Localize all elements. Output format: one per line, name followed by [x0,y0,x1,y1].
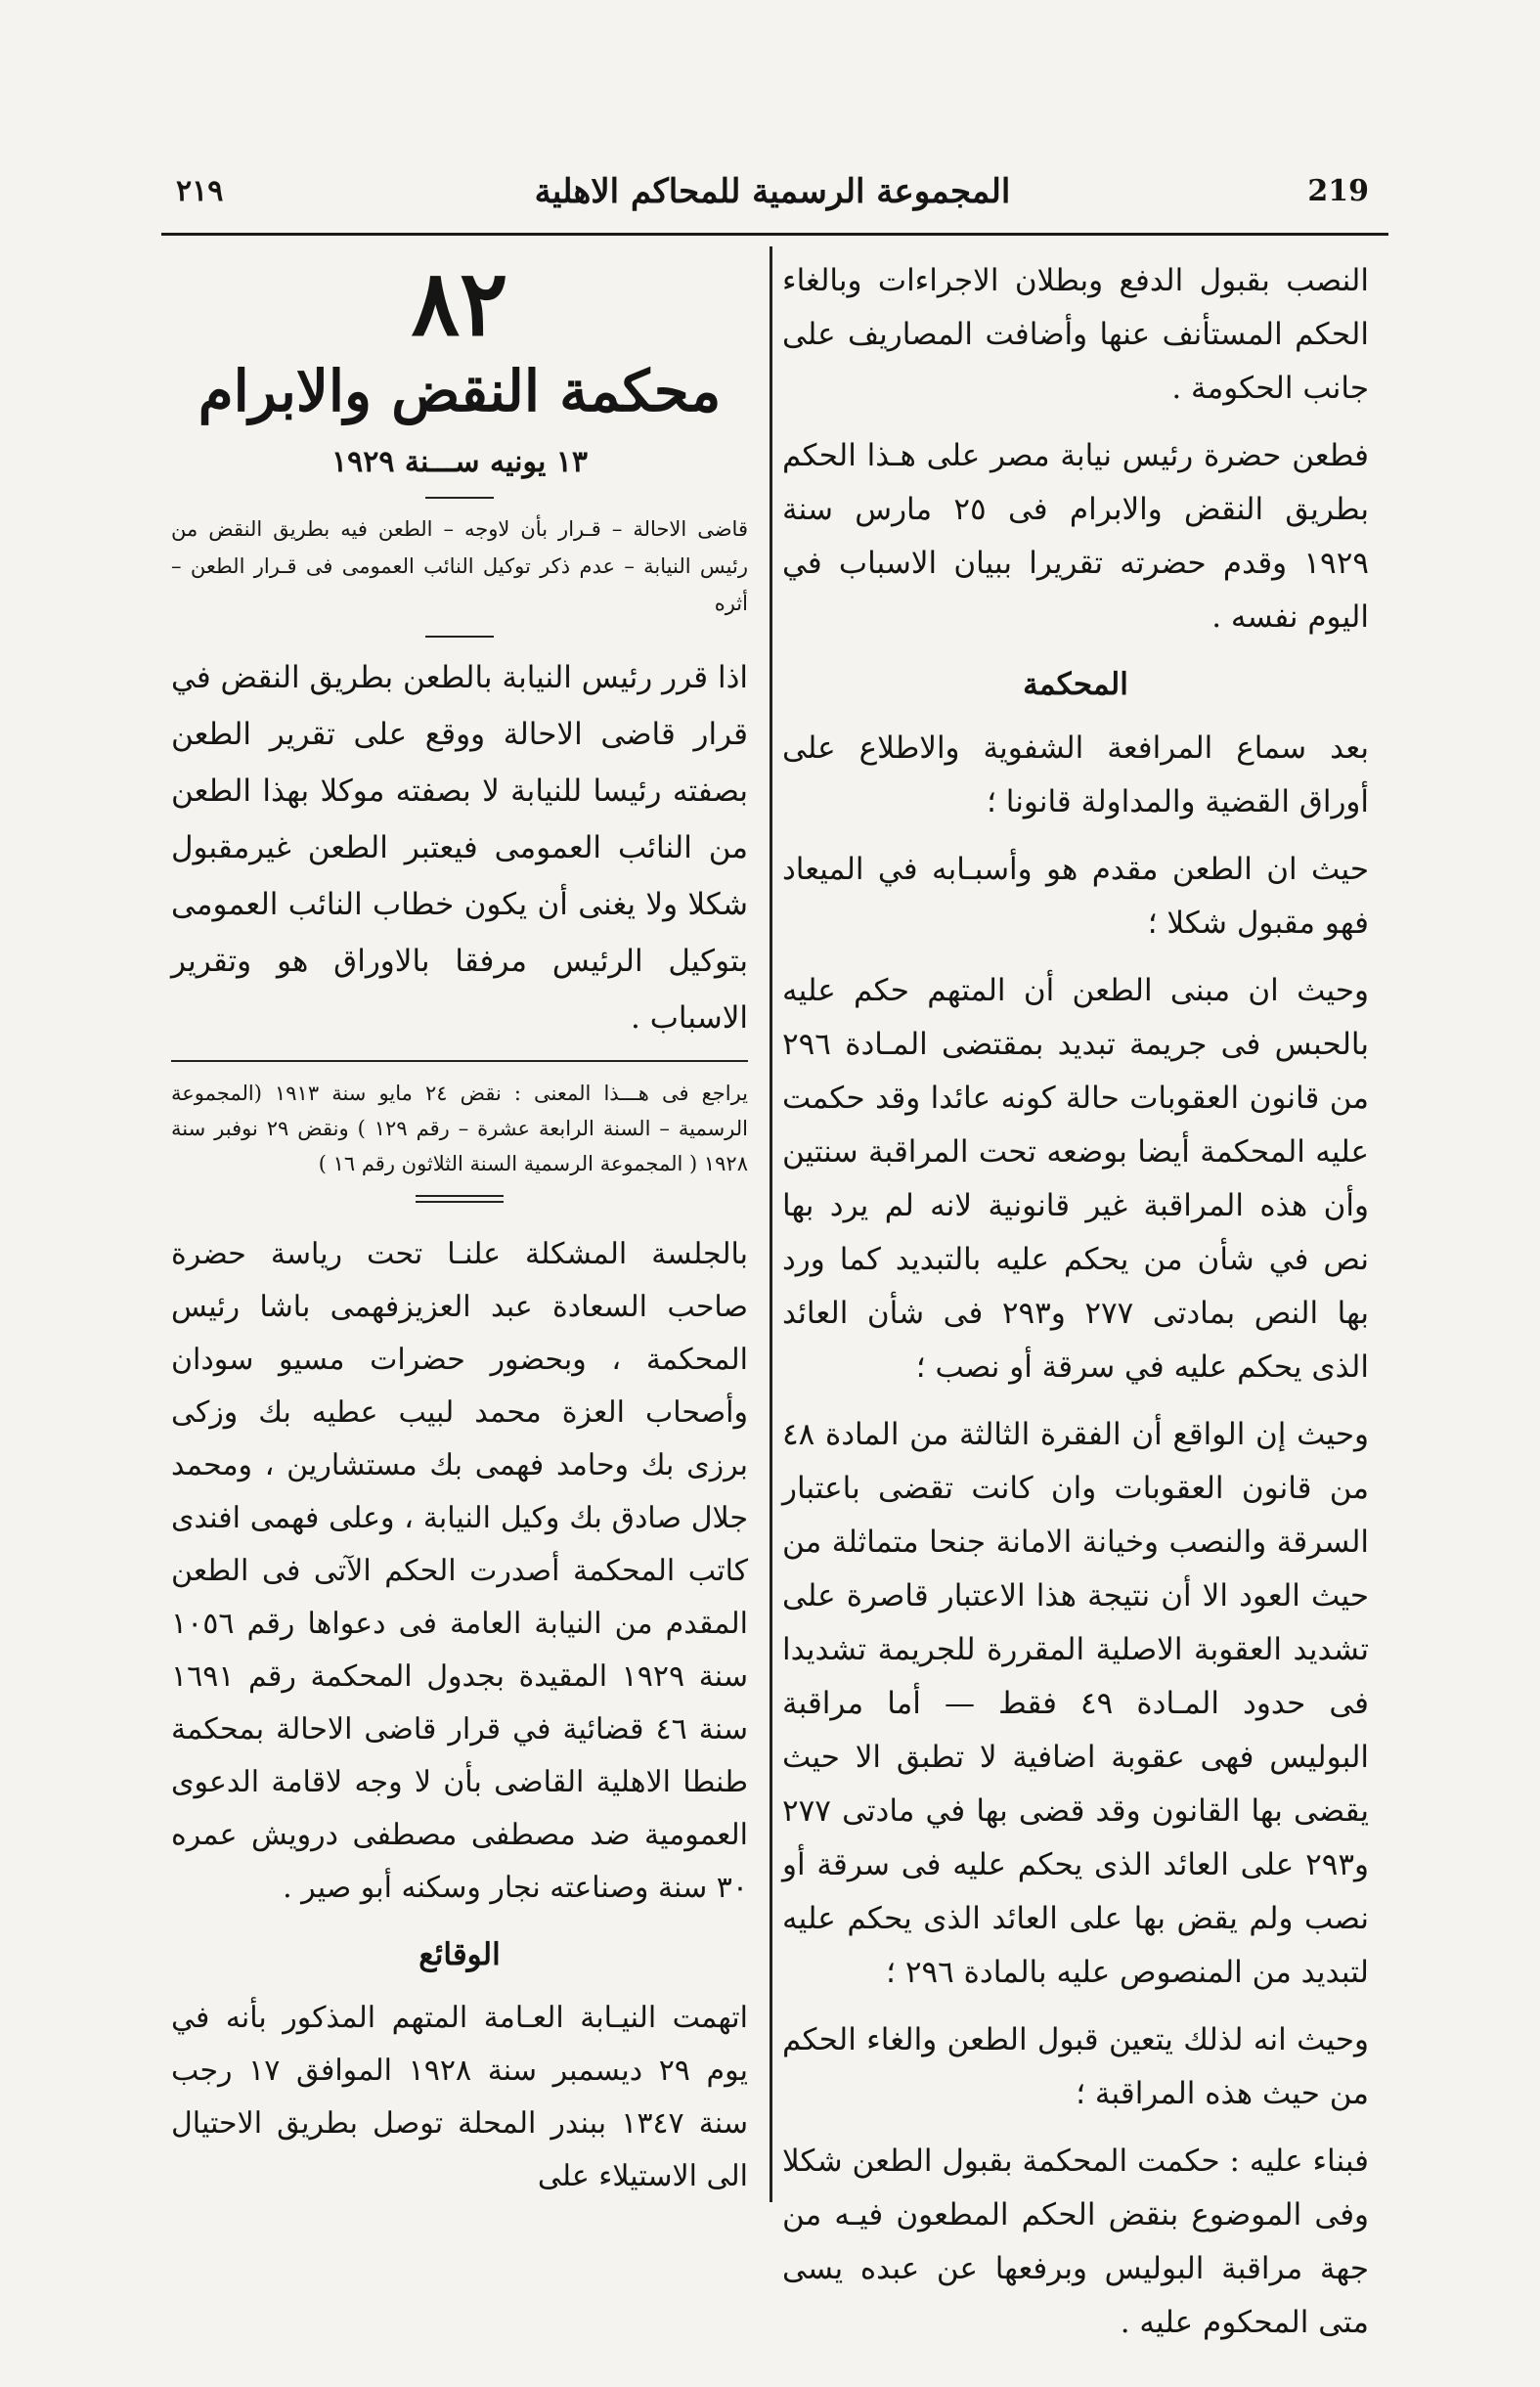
short-rule [425,497,494,499]
double-rule [416,1195,504,1203]
session-paragraph: بالجلسة المشكلة علنـا تحت رياسة حضرة صاحب السعادة عبد العزيزفهمى باشا رئيس المحكمة ، وبحضور حضرات مسيو سودان وأصحاب العزة محمد لبيب عطيه بك وزكى برزى بك وحامد فهمى بك مستشارين ، ومحمد جلال صادق بك وكيل النيابة ، وعلى فهمى افندى كاتب المحكمة أصدرت الحكم الآتى فى الطعن المقدم من النيابة العامة فى دعواها رقم ١٠٥٦ سنة ١٩٢٩ المقيدة بجدول المحكمة رقم ١٦٩١ سنة ٤٦ قضائية في قرار قاضى الاحالة بمحكمة طنطا الاهلية القاضى بأن لا وجه لاقامة الدعوى العمومية ضد مصطفى مصطفى درويش عمره ٣٠ سنة وصناعته نجار وسكنه أبو صير . [171,1237,749,1905]
paragraph: فبناء عليه : حكمت المحكمة بقبول الطعن شكلا وفى الموضوع بنقض الحكم المطعون فيـه من جهة مراقبة البوليس وبرفعها عن عبده يسى متى المحكوم عليه . [782,2144,1369,2340]
facts-paragraph: اتهمت النيـابة العـامة المتهم المذكور بأنه في يوم ٢٩ ديسمبر سنة ١٩٢٨ الموافق ١٧ رجب سنة ١٣٤٧ ببندر المحلة توصل بطريق الاحتيال الى الاستيلاء على [171,2001,748,2193]
keywords: قاضى الاحالة – قـرار بأن لاوجه – الطعن فيه بطريق النقض من رئيس النيابة – عدم ذكر توكيل النائب العمومى فى قـرار الطعن – أثره [171,517,748,615]
left-column [171,250,749,2217]
paragraph: وحيث ان مبنى الطعن أن المتهم حكم عليه بالحبس فى جريمة تبديد بمقتضى المـادة ٢٩٦ من قانون العقوبات حالة كونه عائدا وقد حكمت عليه المحكمة أيضا بوضعه تحت المراقبة سنتين وأن هذه المراقبة غير قانونية لانه لم يرد بها نص في شأن من يحكم عليه بالتبديد كما ورد بها النص بمادتى ٢٧٧ و٢٩٣ فى شأن العائد الذى يحكم عليه في سرقة أو نصب ؛ [782,973,1369,1385]
summary-rule [171,1060,748,1062]
case-number: ٨٢ [411,250,508,356]
paragraph: فطعن حضرة رئيس نيابة مصر على هـذا الحكم بطريق النقض والابرام فى ٢٥ مارس سنة ١٩٢٩ وقدم حضرته تقريرا ببيان الاسباب في اليوم نفسه . [782,438,1369,635]
court-name: محكمة النقض والابرام [198,358,722,424]
paragraph: بعد سماع المرافعة الشفوية والاطلاع على أوراق القضية والمداولة قانونا ؛ [782,730,1369,819]
section-heading-facts: الوقائع [418,1937,501,1972]
column-divider [770,246,772,2202]
reference-note: يراجع فى هـــذا المعنى : نقض ٢٤ مايو سنة ١٩١٣ (المجموعة الرسمية – السنة الرابعة عشرة – رقم ١٢٩ ) ونقض ٢٩ نوفبر سنة ١٩٢٨ ( المجموعة الرسمية السنة الثلاثون رقم ١٦ ) [171,1082,749,1175]
right-column [782,254,1369,2364]
paragraph: النصب بقبول الدفع وبطلان الاجراءات وبالغاء الحكم المستأنف عنها وأضافت المصاريف على جانب الحكومة . [782,263,1369,406]
header-rule [161,233,1388,236]
short-rule [425,636,494,638]
page-number-arabic: ٢١٩ [176,174,224,208]
section-heading-court: المحكمة [1023,667,1128,702]
page-header [156,166,1388,225]
judgment-date: ١٣ يونيه ســـنة ١٩٢٩ [331,445,588,479]
paragraph: حيث ان الطعن مقدم هو وأسبـابه في الميعاد فهو مقبول شكلا ؛ [782,852,1369,941]
page-number-latin: 219 [1307,174,1369,208]
legal-summary: اذا قرر رئيس النيابة بالطعن بطريق النقض في قرار قاضى الاحالة ووقع على تقرير الطعن بصفته رئيسا للنيابة لا بصفته موكلا بهذا الطعن من النائب العمومى فيعتبر الطعن غيرمقبول شكلا ولا يغنى أن يكون خطاب النائب العمومى بتوكيل الرئيس مرفقا بالاوراق هو وتقرير الاسباب . [171,660,748,1036]
publication-title: المجموعة الرسمية للمحاكم الاهلية [534,172,1011,211]
paragraph: وحيث انه لذلك يتعين قبول الطعن والغاء الحكم من حيث هذه المراقبة ؛ [782,2022,1369,2111]
paragraph: وحيث إن الواقع أن الفقرة الثالثة من المادة ٤٨ من قانون العقوبات وان كانت تقضى باعتبار السرقة والنصب وخيانة الامانة جنحا متماثلة من حيث العود الا أن نتيجة هذا الاعتبار قاصرة على تشديد العقوبة الاصلية المقررة للجريمة تشديدا فى حدود المـادة ٤٩ فقط — أما مراقبة البوليس فهى عقوبة اضافية لا تطبق الا حيث يقضى بها القانون وقد قضى بها في مادتى ٢٧٧ و٢٩٣ على العائد الذى يحكم عليه فى سرقة أو نصب ولم يقض بها على العائد الذى يحكم عليه لتبديد من المنصوص عليه بالمادة ٢٩٦ ؛ [782,1417,1370,1990]
